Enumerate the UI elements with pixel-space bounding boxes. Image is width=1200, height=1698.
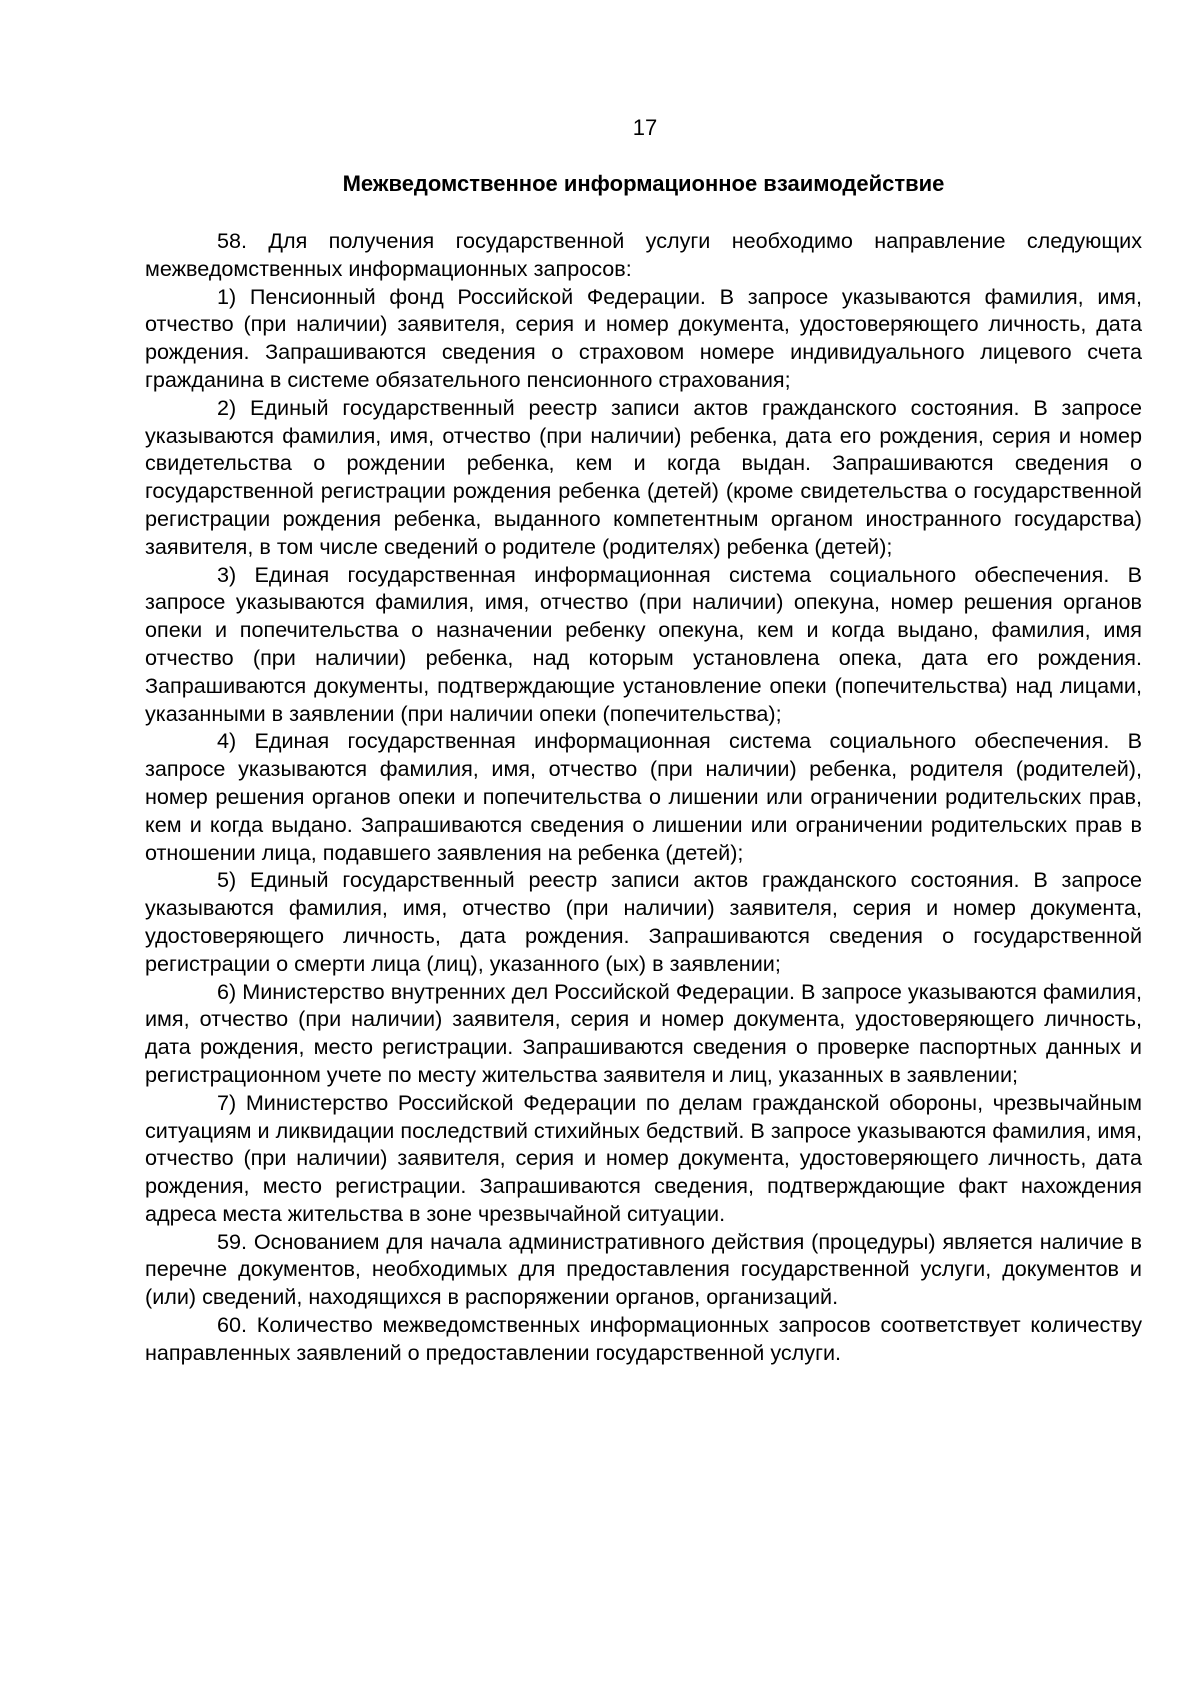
list-item-6: 6) Министерство внутренних дел Российской Федерации. В запросе указываются фамилия, имя, отчество (при наличии) заявителя, серия и номер документа, удостоверяющего личность, дата рождения, место регистрации. Запрашиваются сведения о проверке паспортных данных и регистрационном учете по месту жительства заявителя и лиц, указанных в заявлении;	[145, 978, 1142, 1087]
list-item-5: 5) Единый государственный реестр записи актов гражданского состояния. В запросе указываются фамилия, имя, отчество (при наличии) заявителя, серия и номер документа, удостоверяющего личность, дата рождения. Запрашиваются сведения о государственной регистрации о смерти лица (лиц), указанного (ых) в заявлении;	[145, 867, 1142, 976]
list-item-1: 1) Пенсионный фонд Российской Федерации. В запросе указываются фамилия, имя, отчество (при наличии) заявителя, серия и номер документа, удостоверяющего личность, дата рождения. Запрашиваются сведения о страховом номере индивидуального лицевого счета гражданина в системе обязательного пенсионного страхования;	[145, 283, 1142, 392]
paragraph-59: 59. Основанием для начала административного действия (процедуры) является наличие в перечне документов, необходимых для предоставления государственной услуги, документов и (или) сведений, находящихся в распоряжении органов, организаций.	[145, 1228, 1142, 1310]
list-item-7: 7) Министерство Российской Федерации по делам гражданской обороны, чрезвычайным ситуациям и ликвидации последствий стихийных бедствий. В запросе указываются фамилия, имя, отчество (при наличии) заявителя, серия и номер документа, удостоверяющего личность, дата рождения, место регистрации. Запрашиваются сведения, подтверждающие факт нахождения адреса места жительства в зоне чрезвычайной ситуации.	[145, 1089, 1142, 1226]
document-body	[145, 170, 1142, 1367]
list-item-2: 2) Единый государственный реестр записи актов гражданского состояния. В запросе указываются фамилия, имя, отчество (при наличии) ребенка, дата его рождения, серия и номер свидетельства о рождении ребенка, кем и когда выдан. Запрашиваются сведения о государственной регистрации рождения ребенка (детей) (кроме свидетельства о государственной регистрации рождения ребенка, выданного компетентным органом иностранного государства) заявителя, в том числе сведений о родителе (родителях) ребенка (детей);	[145, 394, 1142, 559]
paragraph-58: 58. Для получения государственной услуги необходимо направление следующих межведомственных информационных запросов:	[145, 228, 1142, 281]
list-item-3: 3) Единая государственная информационная система социального обеспечения. В запросе указываются фамилия, имя, отчество (при наличии) опекуна, номер решения органов опеки и попечительства о назначении ребенку опекуна, кем и когда выдано, фамилия, имя отчество (при наличии) ребенка, над которым установлена опека, дата его рождения. Запрашиваются документы, подтверждающие установление опеки (попечительства) над лицами, указанными в заявлении (при наличии опеки (попечительства);	[145, 561, 1142, 726]
list-item-4: 4) Единая государственная информационная система социального обеспечения. В запросе указываются фамилия, имя, отчество (при наличии) ребенка, родителя (родителей), номер решения органов опеки и попечительства о лишении или ограничении родительских прав, кем и когда выдано. Запрашиваются сведения о лишении или ограничении родительских прав в отношении лица, подавшего заявления на ребенка (детей);	[145, 728, 1142, 865]
paragraph-60: 60. Количество межведомственных информационных запросов соответствует количеству направленных заявлений о предоставлении государственной услуги.	[145, 1312, 1142, 1365]
section-heading: Межведомственное информационное взаимодействие	[342, 171, 945, 196]
page-number: 17	[632, 115, 658, 140]
